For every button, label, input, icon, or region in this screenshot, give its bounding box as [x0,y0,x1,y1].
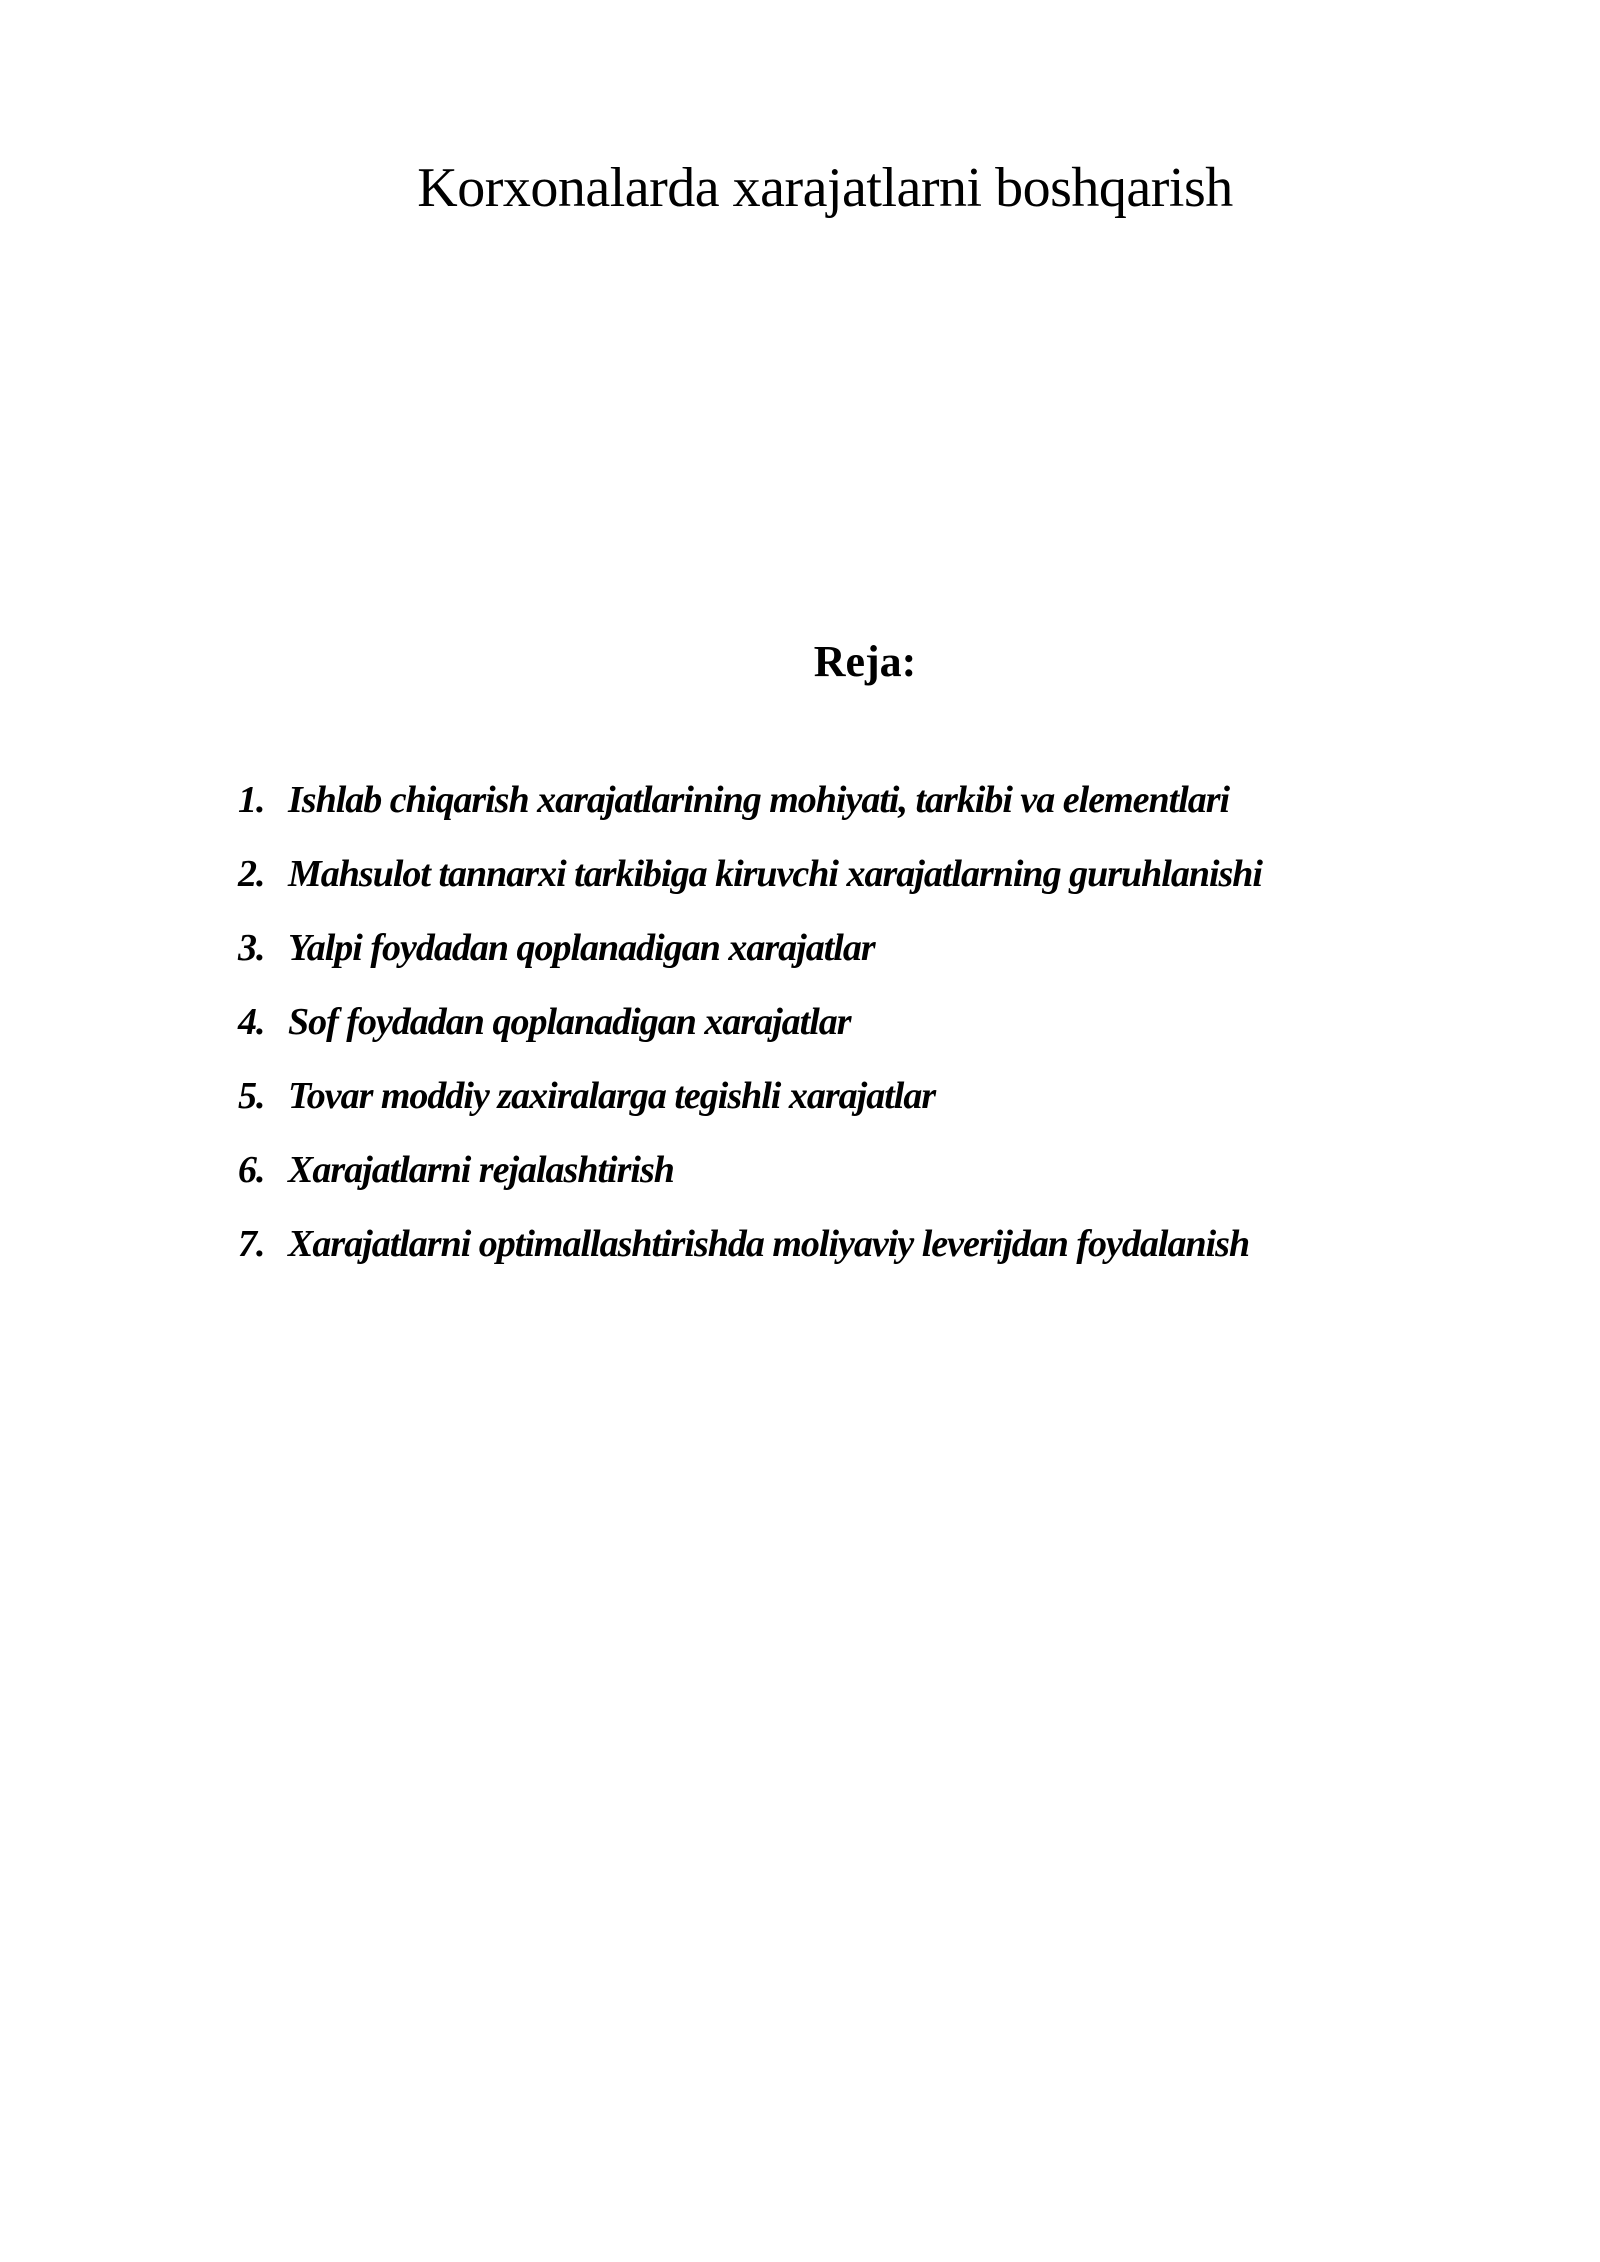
plan-item-text: Xarajatlarni optimallashtirishda moliyaviy leverijdan foydalanish [288,1223,1250,1265]
document-title: Korxonalarda xarajatlarni boshqarish [417,157,1233,219]
plan-item-text: Ishlab chiqarish xarajatlarining mohiyati, tarkibi va elementlari [288,779,1230,821]
plan-item-number: 4. [238,1001,265,1043]
plan-item-text: Xarajatlarni rejalashtirish [288,1149,674,1191]
plan-item [238,1000,1538,1074]
plan-item-text: Mahsulot tannarxi tarkibiga kiruvchi xarajatlarning guruhlanishi [288,853,1262,895]
plan-item [238,852,1538,926]
plan-item-number: 3. [238,927,265,969]
plan-item [238,926,1538,1000]
plan-item [238,1148,1538,1222]
plan-item [238,1074,1538,1148]
plan-item-number: 7. [238,1223,265,1265]
plan-item-number: 5. [238,1075,265,1117]
plan-item-number: 1. [238,779,265,821]
plan-heading: Reja: [813,637,917,686]
plan-item-text: Yalpi foydadan qoplanadigan xarajatlar [288,927,875,969]
plan-item [238,1222,1538,1296]
plan-item-number: 2. [238,853,265,895]
plan-item-number: 6. [238,1149,265,1191]
plan-item-text: Sof foydadan qoplanadigan xarajatlar [288,1001,851,1043]
plan-list [238,778,1538,1296]
plan-item [238,778,1538,852]
plan-item-text: Tovar moddiy zaxiralarga tegishli xarajatlar [288,1075,936,1117]
